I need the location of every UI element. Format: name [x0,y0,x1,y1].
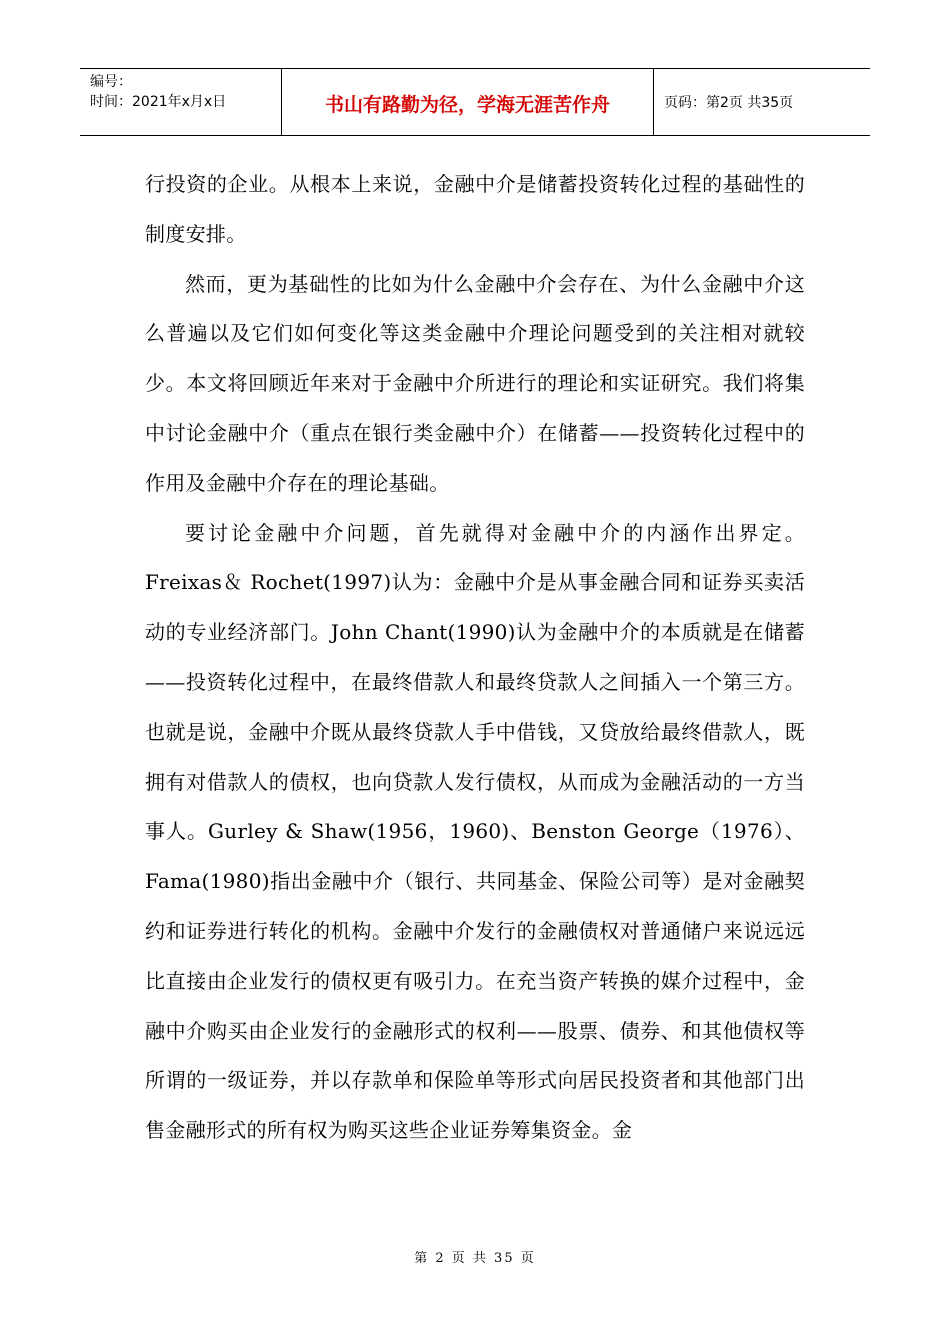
header-motto: 书山有路勤为径，学海无涯苦作舟 [282,69,654,135]
document-date: 时间：2021年x月x日 [90,94,227,110]
paragraph: 然而，更为基础性的比如为什么金融中介会存在、为什么金融中介这么普遍以及它们如何变化等这类金融中介理论问题受到的关注相对就较少。本文将回顾近年来对于金融中介所进行的理论和实证研究。我们将集中讨论金融中介（重点在银行类金融中介）在储蓄——投资转化过程中的作用及金融中介存在的理论基础。 [145,271,805,495]
header-meta-cell [80,69,282,135]
paragraph: 要讨论金融中介问题，首先就得对金融中介的内涵作出界定。Freixas＆ Rochet(1997)认为：金融中介是从事金融合同和证券买卖活动的专业经济部门。John Chant(1990)认为金融中介的本质就是在储蓄——投资转化过程中，在最终借款人和最终贷款人之间插入一个第三方。也就是说，金融中介既从最终贷款人手中借钱，又贷放给最终借款人，既拥有对借款人的债权，也向贷款人发行债权，从而成为金融活动的一方当事人。Gurley & Shaw(1956，1960)、Benston George（1976）、Fama(1980)指出金融中介（银行、共同基金、保险公司等）是对金融契约和证券进行转化的机构。金融中介发行的金融债权对普通储户来说远远比直接由企业发行的债权更有吸引力。在充当资产转换的媒介过程中，金融中介购买由企业发行的金融形式的权利——股票、债券、和其他债权等所谓的一级证券，并以存款单和保险单等形式向居民投资者和其他部门出售金融形式的所有权为购买这些企业证券筹集资金。金 [145,520,805,1143]
document-body [145,160,805,1156]
header-page-info: 页码：第2页 共35页 [664,95,794,111]
page-footer: 第 2 页 共 35 页 [414,1251,536,1266]
document-number-label: 编号： [90,74,132,90]
page-header [80,68,870,136]
paragraph-continuation: 行投资的企业。从根本上来说，金融中介是储蓄投资转化过程的基础性的制度安排。 [145,172,805,246]
